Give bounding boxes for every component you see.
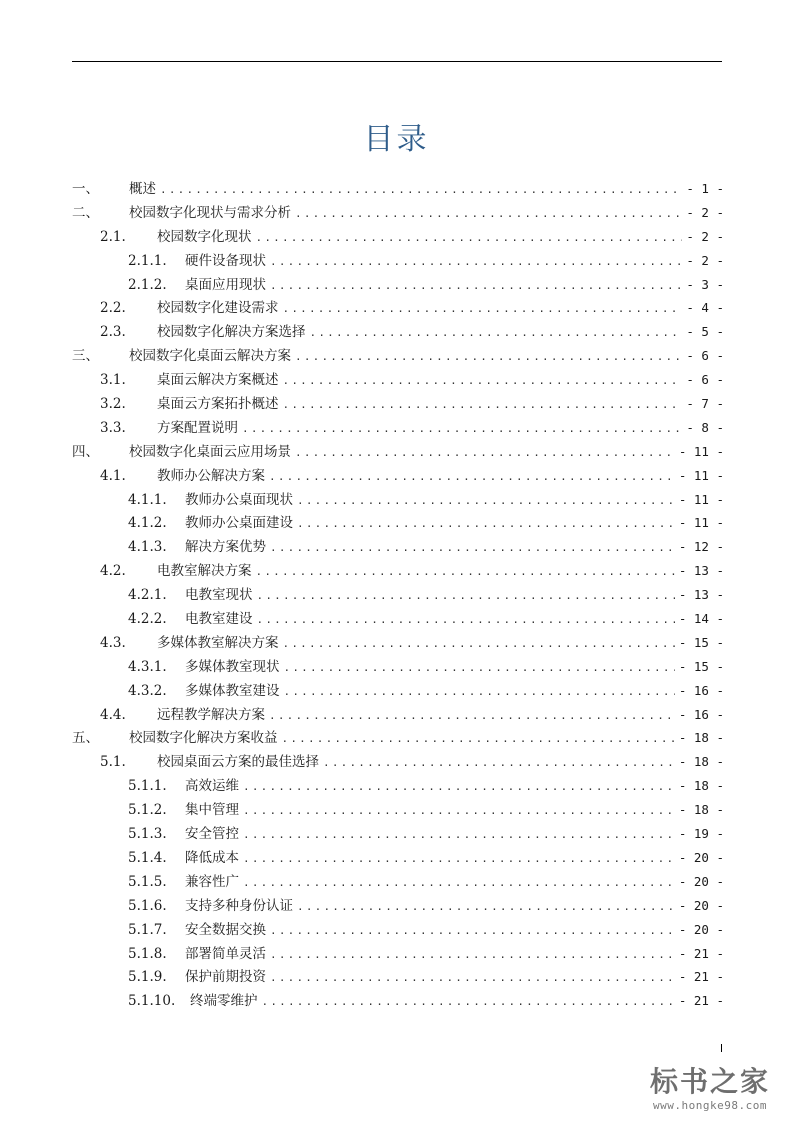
toc-entry-page: - 1 - <box>686 181 724 196</box>
toc-entry-title: 教师办公桌面现状 <box>185 491 293 508</box>
toc-entry-number: 5.1.9. <box>128 969 167 986</box>
toc-entry-page: - 6 - <box>686 348 724 364</box>
toc-entry-title: 校园数字化解决方案收益 <box>129 730 278 747</box>
toc-entry-number: 4.1. <box>100 467 126 484</box>
dot-leader <box>297 517 675 530</box>
toc-entry-title: 远程教学解决方案 <box>157 706 265 723</box>
toc-entry-number: 4.2.1. <box>128 587 167 604</box>
toc-entry-title: 概述 <box>129 181 156 197</box>
toc-entry[interactable] <box>72 511 724 535</box>
toc-entry-number: 5.1.2. <box>128 802 167 819</box>
toc-entry-page: - 12 - <box>678 539 724 555</box>
toc-entry-title: 多媒体教室解决方案 <box>157 634 279 651</box>
toc-entry-title: 多媒体教室建设 <box>185 682 280 699</box>
toc-entry-page: - 5 - <box>686 324 724 340</box>
toc-entry-page: - 15 - <box>678 658 724 674</box>
toc-entry[interactable] <box>72 989 724 1013</box>
toc-entry-page: - 18 - <box>678 754 724 770</box>
toc-entry-number: 一、 <box>72 181 99 197</box>
toc-entry-title: 校园数字化解决方案选择 <box>157 324 306 341</box>
toc-entry-number: 4.3.1. <box>128 658 167 675</box>
dot-leader <box>270 948 675 961</box>
toc-entry[interactable] <box>72 655 724 679</box>
dot-leader <box>257 589 675 602</box>
toc-entry-page: - 15 - <box>678 634 724 650</box>
toc-entry[interactable] <box>72 464 724 488</box>
toc-entry-number: 3.2. <box>100 396 126 413</box>
toc-entry-number: 5.1.6. <box>128 897 167 914</box>
dot-leader <box>270 279 682 292</box>
toc-entry[interactable] <box>72 607 724 631</box>
toc-entry-title: 教师办公桌面建设 <box>185 515 293 532</box>
dot-leader <box>284 685 675 698</box>
toc-entry-number: 2.1.1. <box>128 252 167 269</box>
toc-entry[interactable] <box>72 177 724 201</box>
toc-entry-title: 兼容性广 <box>185 873 239 890</box>
toc-entry-title: 支持多种身份认证 <box>185 897 293 914</box>
toc-entry-title: 降低成本 <box>185 849 239 866</box>
toc-entry-page: - 6 - <box>686 372 724 388</box>
toc-entry-title: 保护前期投资 <box>185 969 266 986</box>
toc-entry-page: - 19 - <box>678 826 724 842</box>
toc-entry-page: - 3 - <box>686 276 724 292</box>
dot-leader <box>297 494 675 507</box>
toc-entry-number: 2.3. <box>100 324 126 341</box>
dot-leader <box>270 255 682 268</box>
toc-entry-number: 3.3. <box>100 419 126 436</box>
toc-entry-title: 电教室解决方案 <box>157 563 252 580</box>
toc-entry-number: 5.1.1. <box>128 778 167 795</box>
toc-entry-page: - 20 - <box>678 897 724 913</box>
toc-entry-title: 高效运维 <box>185 778 239 795</box>
toc-entry[interactable] <box>72 488 724 512</box>
dot-leader <box>242 422 682 435</box>
toc-entry-number: 四、 <box>72 443 99 460</box>
toc-entry-number: 4.2. <box>100 563 126 580</box>
toc-entry-number: 4.3.2. <box>128 682 167 699</box>
dot-leader <box>295 207 682 220</box>
toc-entry-page: - 13 - <box>678 587 724 603</box>
toc-entry-title: 安全数据交换 <box>185 921 266 938</box>
toc-entry[interactable] <box>72 273 724 297</box>
dot-leader <box>283 637 675 650</box>
toc-entry[interactable] <box>72 870 724 894</box>
dot-leader <box>243 852 675 865</box>
dot-leader <box>270 541 675 554</box>
dot-leader <box>256 231 683 244</box>
toc-entry-page: - 16 - <box>678 682 724 698</box>
dot-leader <box>257 613 675 626</box>
toc-entry-number: 5.1.5. <box>128 873 167 890</box>
toc-entry[interactable] <box>72 344 724 368</box>
toc-entry-page: - 18 - <box>678 730 724 746</box>
dot-leader <box>283 302 683 315</box>
toc-entry[interactable] <box>72 559 724 583</box>
toc-entry-number: 5.1.8. <box>128 945 167 962</box>
dot-leader <box>297 900 675 913</box>
toc-entry[interactable] <box>72 296 724 320</box>
dot-leader <box>270 924 675 937</box>
table-of-contents <box>72 177 724 1013</box>
toc-entry-number: 4.1.2. <box>128 515 167 532</box>
toc-entry-page: - 21 - <box>678 945 724 961</box>
toc-entry[interactable] <box>72 942 724 966</box>
toc-entry-number: 4.1.3. <box>128 539 167 556</box>
toc-entry[interactable] <box>72 726 724 750</box>
toc-entry[interactable] <box>72 535 724 559</box>
toc-entry-number: 5.1.7. <box>128 921 167 938</box>
toc-entry-page: - 2 - <box>686 204 724 220</box>
toc-entry-title: 集中管理 <box>185 802 239 819</box>
toc-entry-title: 桌面云方案拓扑概述 <box>157 396 279 413</box>
dot-leader <box>160 183 682 196</box>
toc-entry-title: 多媒体教室现状 <box>185 658 280 675</box>
toc-entry-page: - 11 - <box>678 443 724 459</box>
toc-entry[interactable] <box>72 774 724 798</box>
toc-entry-title: 校园数字化桌面云解决方案 <box>129 348 291 365</box>
toc-entry[interactable] <box>72 798 724 822</box>
dot-leader <box>283 398 683 411</box>
toc-entry-number: 4.1.1. <box>128 491 167 508</box>
toc-entry-page: - 11 - <box>678 491 724 507</box>
toc-entry-title: 校园桌面云方案的最佳选择 <box>157 754 319 771</box>
dot-leader <box>262 995 675 1008</box>
toc-entry-page: - 4 - <box>686 300 724 316</box>
dot-leader <box>283 374 683 387</box>
toc-entry[interactable] <box>72 631 724 655</box>
dot-leader <box>243 804 675 817</box>
toc-entry-title: 部署简单灵活 <box>185 945 266 962</box>
toc-entry[interactable] <box>72 368 724 392</box>
watermark <box>635 1066 785 1112</box>
toc-entry[interactable] <box>72 965 724 989</box>
toc-entry-title: 硬件设备现状 <box>185 252 266 269</box>
dot-leader <box>243 780 675 793</box>
toc-entry-number: 2.1. <box>100 228 126 245</box>
toc-entry-title: 教师办公解决方案 <box>157 467 265 484</box>
toc-entry[interactable] <box>72 750 724 774</box>
toc-entry-page: - 16 - <box>678 706 724 722</box>
dot-leader <box>284 661 675 674</box>
toc-entry-title: 电教室现状 <box>185 587 253 604</box>
toc-entry[interactable] <box>72 918 724 942</box>
toc-entry-number: 二、 <box>72 204 99 221</box>
dot-leader <box>270 971 675 984</box>
page-number-mark <box>721 1044 722 1052</box>
toc-entry-title: 终端零维护 <box>190 993 258 1010</box>
dot-leader <box>310 326 683 339</box>
toc-entry[interactable] <box>72 894 724 918</box>
toc-entry-title: 校园数字化现状与需求分析 <box>129 204 291 221</box>
toc-entry-page: - 20 - <box>678 873 724 889</box>
toc-entry-title: 方案配置说明 <box>157 419 238 436</box>
toc-entry-number: 4.3. <box>100 634 126 651</box>
toc-entry-page: - 14 - <box>678 611 724 627</box>
toc-entry-number: 3.1. <box>100 372 126 389</box>
toc-entry[interactable] <box>72 249 724 273</box>
dot-leader <box>295 446 675 459</box>
toc-entry-number: 5.1. <box>100 754 126 771</box>
header-rule <box>72 61 722 62</box>
dot-leader <box>269 470 675 483</box>
toc-entry-page: - 20 - <box>678 849 724 865</box>
toc-entry[interactable] <box>72 846 724 870</box>
toc-entry-number: 4.2.2. <box>128 611 167 628</box>
toc-entry-number: 2.2. <box>100 300 126 317</box>
toc-entry[interactable] <box>72 703 724 727</box>
toc-entry-page: - 7 - <box>686 396 724 412</box>
toc-entry-number: 2.1.2. <box>128 276 167 293</box>
toc-entry-number: 三、 <box>72 348 99 365</box>
watermark-url: www.hongke98.com <box>653 1099 767 1112</box>
toc-entry[interactable] <box>72 440 724 464</box>
toc-entry-title: 电教室建设 <box>185 611 253 628</box>
toc-entry-page: - 21 - <box>678 969 724 985</box>
dot-leader <box>323 756 675 769</box>
toc-entry-number: 5.1.3. <box>128 826 167 843</box>
dot-leader <box>295 350 682 363</box>
toc-entry[interactable] <box>72 392 724 416</box>
toc-entry[interactable] <box>72 679 724 703</box>
toc-entry-page: - 2 - <box>686 228 724 244</box>
toc-entry-title: 解决方案优势 <box>185 539 266 556</box>
dot-leader <box>243 828 675 841</box>
toc-entry-page: - 18 - <box>678 778 724 794</box>
toc-entry-title: 桌面应用现状 <box>185 276 266 293</box>
toc-entry[interactable] <box>72 822 724 846</box>
toc-entry-page: - 2 - <box>686 252 724 268</box>
toc-entry-title: 安全管控 <box>185 826 239 843</box>
toc-entry[interactable] <box>72 416 724 440</box>
toc-entry-page: - 11 - <box>678 467 724 483</box>
dot-leader <box>256 565 675 578</box>
toc-entry-page: - 13 - <box>678 563 724 579</box>
toc-entry-number: 5.1.4. <box>128 849 167 866</box>
dot-leader <box>243 876 675 889</box>
dot-leader <box>269 709 675 722</box>
toc-entry[interactable] <box>72 320 724 344</box>
toc-entry-number: 五、 <box>72 730 99 747</box>
toc-entry-title: 校园数字化现状 <box>157 228 252 245</box>
toc-entry-number: 5.1.10. <box>128 993 176 1010</box>
watermark-brand: 标书之家 <box>649 1065 770 1098</box>
dot-leader <box>282 732 675 745</box>
toc-entry-page: - 21 - <box>678 993 724 1009</box>
toc-entry-title: 校园数字化桌面云应用场景 <box>129 443 291 460</box>
toc-entry-number: 4.4. <box>100 706 126 723</box>
toc-entry-page: - 11 - <box>678 515 724 531</box>
toc-entry[interactable] <box>72 225 724 249</box>
toc-entry-page: - 8 - <box>686 419 724 435</box>
toc-entry-page: - 20 - <box>678 921 724 937</box>
page-title: 目录 <box>363 122 430 157</box>
toc-entry-title: 校园数字化建设需求 <box>157 300 279 317</box>
toc-entry[interactable] <box>72 201 724 225</box>
toc-entry-title: 桌面云解决方案概述 <box>157 372 279 389</box>
toc-entry-page: - 18 - <box>678 802 724 818</box>
toc-entry[interactable] <box>72 583 724 607</box>
